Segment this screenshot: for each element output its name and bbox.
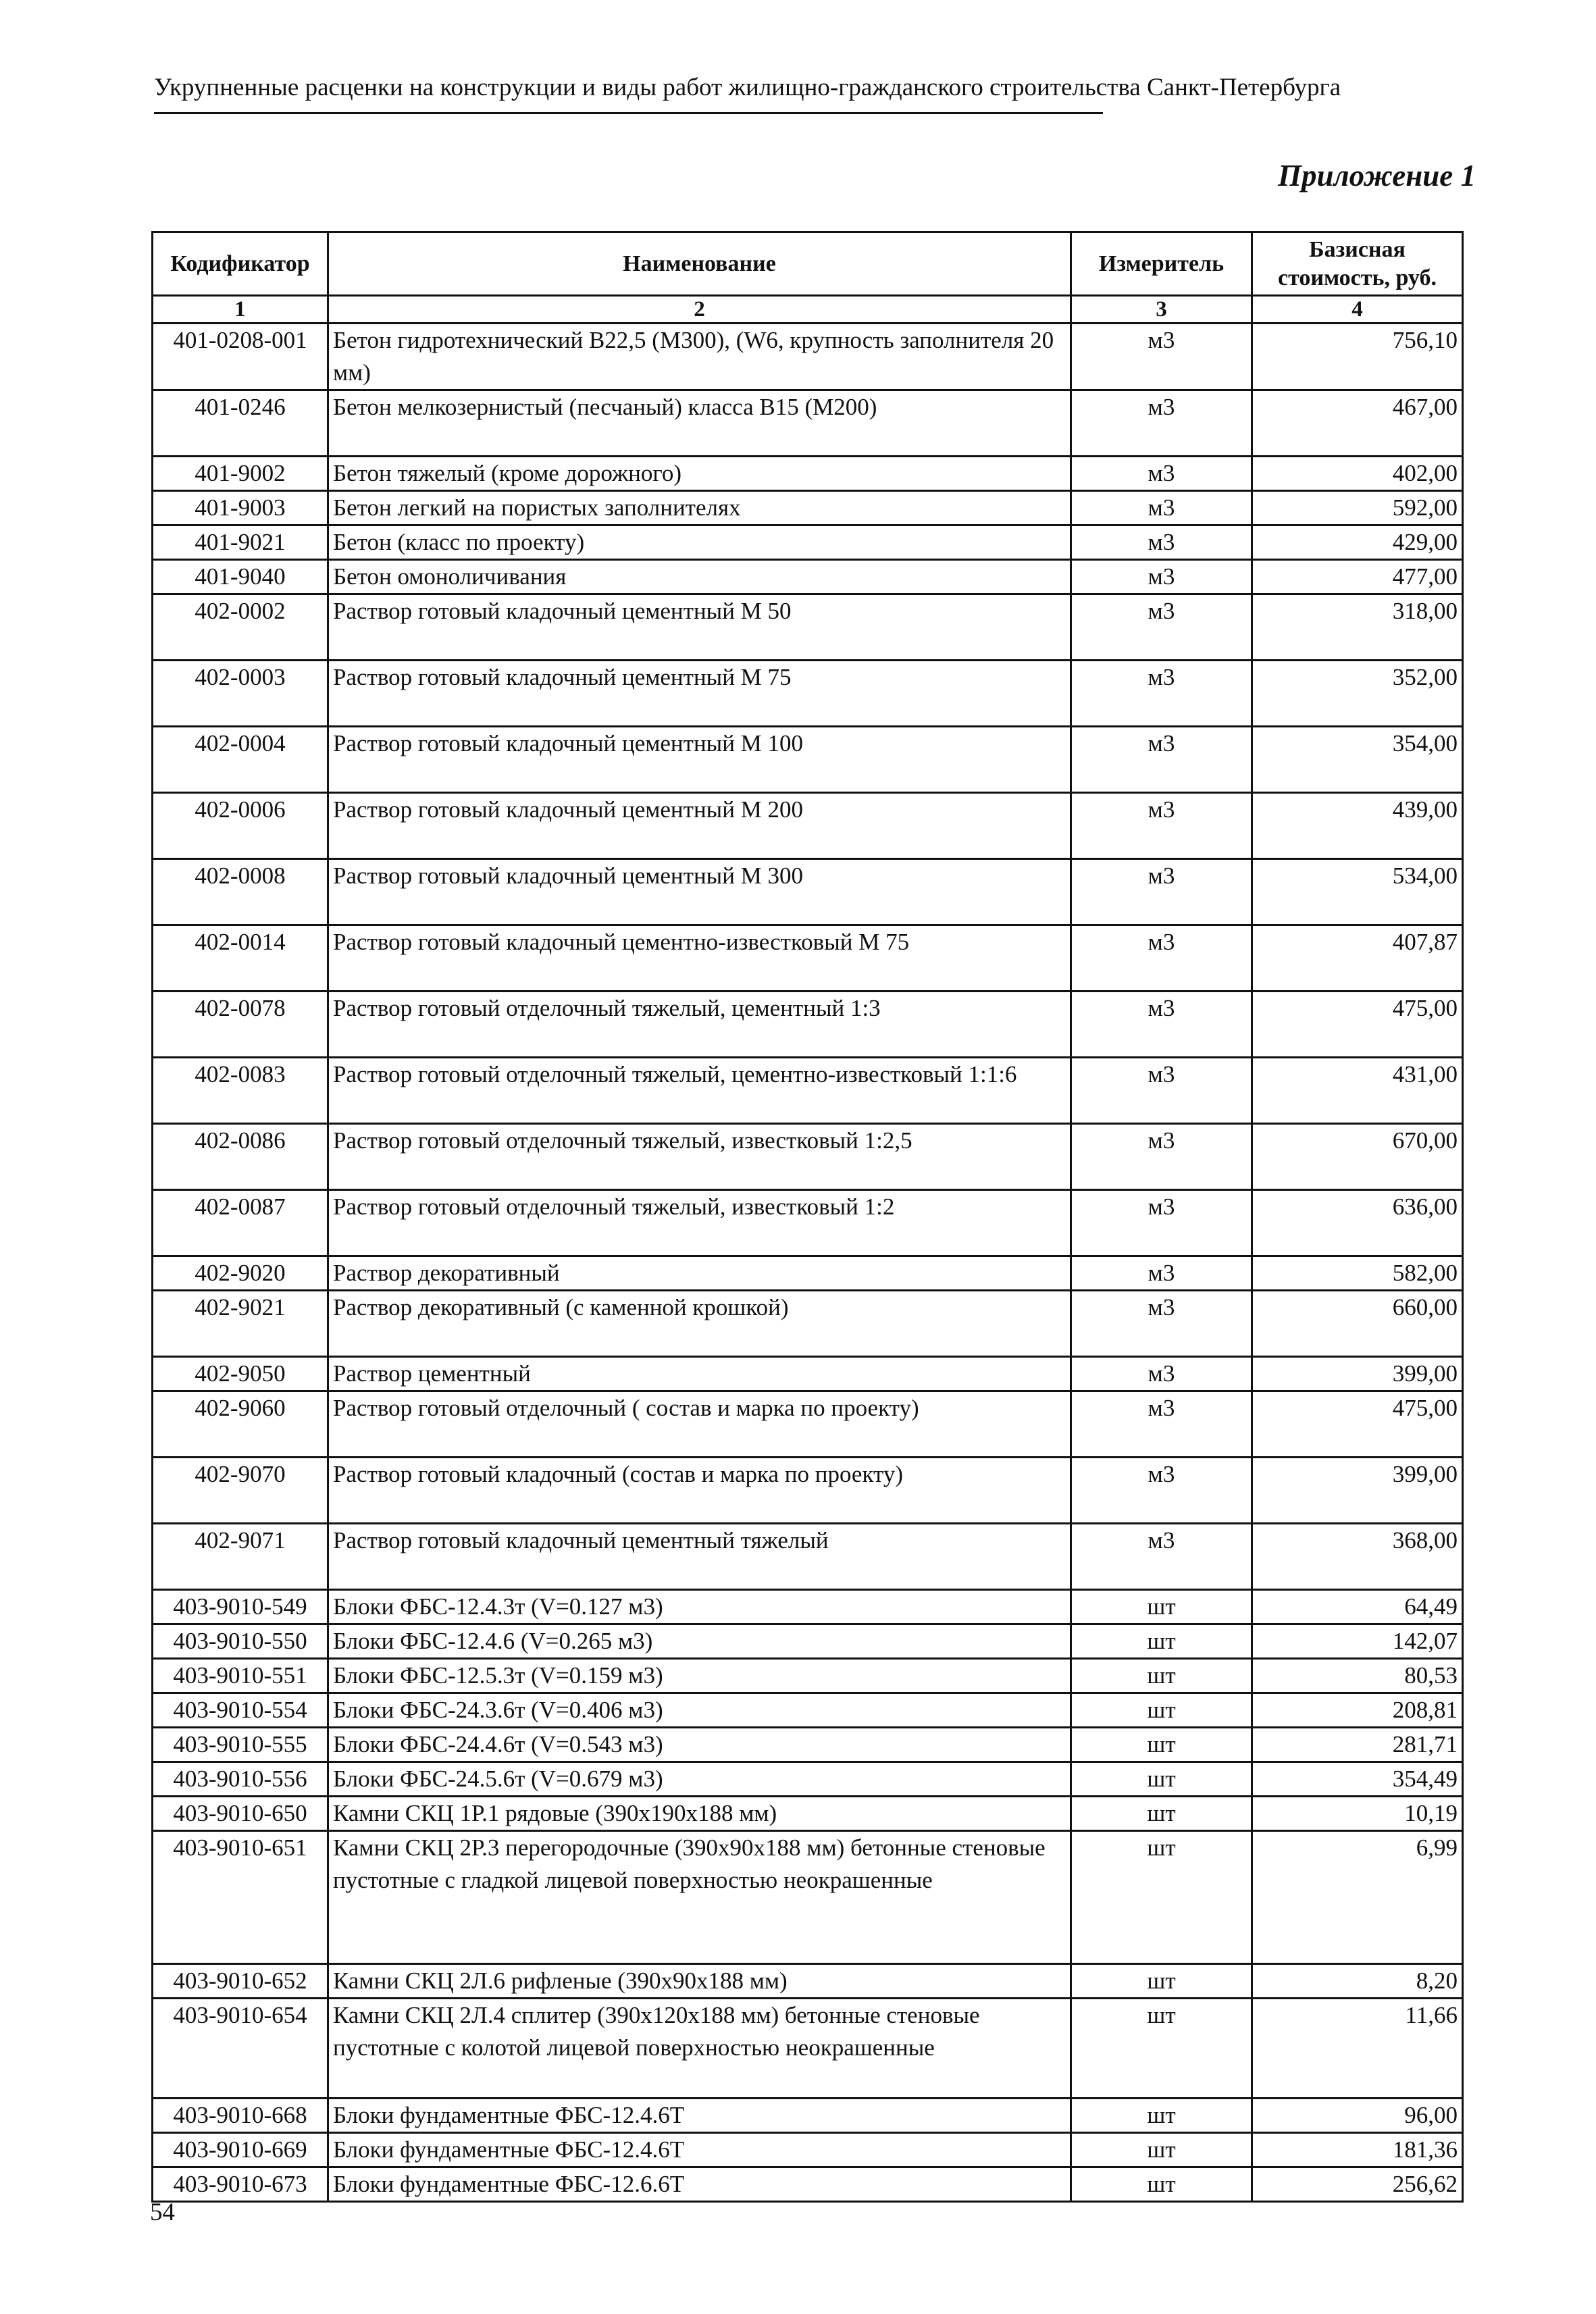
cell-code: 402-0006 [153,793,328,859]
cell-name: Раствор готовый отделочный ( состав и марка по проекту) [328,1391,1071,1458]
cell-name: Бетон легкий на пористых заполнителях [328,491,1071,525]
table-row [153,1624,1463,1659]
table-row [153,1058,1463,1124]
cell-name: Блоки фундаментные ФБС-12.4.6Т [328,2099,1071,2133]
cell-code: 403-9010-549 [153,1590,328,1624]
cell-cost: 6,99 [1252,1831,1463,1964]
cell-cost: 399,00 [1252,1458,1463,1524]
cell-cost: 281,71 [1252,1728,1463,1762]
cell-cost: 756,10 [1252,324,1463,390]
table-row [153,992,1463,1058]
cell-cost: 402,00 [1252,457,1463,491]
cell-name: Блоки ФБС-24.4.6т (V=0.543 м3) [328,1728,1071,1762]
cell-code: 401-0208-001 [153,324,328,390]
cell-cost: 10,19 [1252,1797,1463,1831]
cell-unit: м3 [1071,1291,1252,1357]
table-row [153,1728,1463,1762]
cell-unit: м3 [1071,491,1252,525]
table-row [153,1291,1463,1357]
table-row [153,2133,1463,2167]
table-row [153,2099,1463,2133]
table-row [153,525,1463,560]
running-header: Укрупненные расценки на конструкции и виды работ жилищно-гражданского строительства Санкт-Петербурга [154,74,1341,101]
table-row [153,457,1463,491]
cell-code: 401-0246 [153,390,328,457]
cell-code: 403-9010-556 [153,1762,328,1797]
cell-cost: 582,00 [1252,1256,1463,1291]
cell-code: 402-0086 [153,1124,328,1190]
cell-name: Раствор декоративный (с каменной крошкой) [328,1291,1071,1357]
table-row [153,661,1463,727]
cell-cost: 475,00 [1252,992,1463,1058]
cell-code: 402-9060 [153,1391,328,1458]
table-row [153,1590,1463,1624]
cell-cost: 429,00 [1252,525,1463,560]
cell-code: 402-9071 [153,1524,328,1590]
cell-unit: м3 [1071,324,1252,390]
cell-name: Бетон мелкозернистый (песчаный) класса В15 (М200) [328,390,1071,457]
cell-name: Раствор готовый кладочный цементный М 75 [328,661,1071,727]
cell-cost: 477,00 [1252,560,1463,594]
cell-code: 403-9010-673 [153,2167,328,2202]
cell-unit: м3 [1071,925,1252,992]
cell-unit: шт [1071,1590,1252,1624]
cell-code: 402-0078 [153,992,328,1058]
cell-name: Блоки ФБС-24.5.6т (V=0.679 м3) [328,1762,1071,1797]
cell-code: 402-0003 [153,661,328,727]
column-number: 2 [328,296,1071,324]
cell-code: 402-0008 [153,859,328,925]
cell-name: Блоки ФБС-12.5.3т (V=0.159 м3) [328,1659,1071,1693]
cell-name: Бетон (класс по проекту) [328,525,1071,560]
cell-cost: 64,49 [1252,1590,1463,1624]
cell-name: Раствор декоративный [328,1256,1071,1291]
table-row [153,560,1463,594]
cell-name: Камни СКЦ 2Л.4 сплитер (390х120х188 мм) бетонные стеновые пустотные с колотой лицевой поверхностью неокрашенные [328,1999,1071,2099]
cell-cost: 256,62 [1252,2167,1463,2202]
cell-code: 402-9050 [153,1357,328,1391]
table-row [153,1762,1463,1797]
cell-cost: 80,53 [1252,1659,1463,1693]
table-row [153,1659,1463,1693]
cell-cost: 11,66 [1252,1999,1463,2099]
cell-name: Раствор готовый отделочный тяжелый, цементно-известковый 1:1:6 [328,1058,1071,1124]
table-row [153,1964,1463,1999]
price-table [151,231,1464,2203]
column-header-unit: Измеритель [1071,232,1252,296]
cell-unit: шт [1071,2167,1252,2202]
cell-unit: шт [1071,1999,1252,2099]
cell-cost: 8,20 [1252,1964,1463,1999]
cell-unit: м3 [1071,560,1252,594]
cell-name: Блоки фундаментные ФБС-12.6.6Т [328,2167,1071,2202]
cell-code: 401-9002 [153,457,328,491]
cell-name: Камни СКЦ 2Р.3 перегородочные (390х90х188 мм) бетонные стеновые пустотные с гладкой лицевой поверхностью неокрашенные [328,1831,1071,1964]
table-row [153,859,1463,925]
cell-name: Раствор готовый кладочный цементный тяжелый [328,1524,1071,1590]
cell-unit: м3 [1071,727,1252,793]
cell-unit: м3 [1071,1357,1252,1391]
cell-cost: 660,00 [1252,1291,1463,1357]
cell-unit: м3 [1071,1391,1252,1458]
cell-code: 402-0087 [153,1190,328,1256]
table-row [153,1357,1463,1391]
cell-unit: шт [1071,1964,1252,1999]
cell-code: 403-9010-668 [153,2099,328,2133]
table-row [153,2167,1463,2202]
table-row [153,1524,1463,1590]
cell-name: Блоки ФБС-12.4.6 (V=0.265 м3) [328,1624,1071,1659]
table-row [153,594,1463,661]
cell-code: 403-9010-554 [153,1693,328,1728]
table-header-row [153,232,1463,296]
cell-unit: шт [1071,1831,1252,1964]
cell-code: 402-0083 [153,1058,328,1124]
cell-cost: 352,00 [1252,661,1463,727]
table-row [153,390,1463,457]
cell-code: 403-9010-651 [153,1831,328,1964]
cell-cost: 475,00 [1252,1391,1463,1458]
table-row [153,727,1463,793]
cell-unit: шт [1071,2133,1252,2167]
cell-cost: 431,00 [1252,1058,1463,1124]
cell-code: 402-9021 [153,1291,328,1357]
table-row [153,1999,1463,2099]
cell-code: 401-9040 [153,560,328,594]
cell-name: Камни СКЦ 1Р.1 рядовые (390х190х188 мм) [328,1797,1071,1831]
cell-name: Бетон гидротехнический В22,5 (М300), (W6, крупность заполнителя 20 мм) [328,324,1071,390]
cell-code: 403-9010-654 [153,1999,328,2099]
cell-unit: м3 [1071,661,1252,727]
cell-unit: шт [1071,1624,1252,1659]
cell-cost: 439,00 [1252,793,1463,859]
column-number: 1 [153,296,328,324]
cell-name: Раствор готовый кладочный цементный М 200 [328,793,1071,859]
table-row [153,324,1463,390]
cell-name: Раствор цементный [328,1357,1071,1391]
cell-name: Раствор готовый кладочный цементный М 100 [328,727,1071,793]
cell-unit: м3 [1071,793,1252,859]
column-header-code: Кодификатор [153,232,328,296]
cell-unit: шт [1071,1728,1252,1762]
cell-code: 401-9003 [153,491,328,525]
cell-unit: м3 [1071,525,1252,560]
cell-name: Раствор готовый отделочный тяжелый, известковый 1:2 [328,1190,1071,1256]
cell-unit: м3 [1071,594,1252,661]
cell-cost: 592,00 [1252,491,1463,525]
cell-cost: 354,49 [1252,1762,1463,1797]
table-row [153,793,1463,859]
cell-name: Раствор готовый кладочный цементно-известковый М 75 [328,925,1071,992]
cell-cost: 208,81 [1252,1693,1463,1728]
cell-unit: м3 [1071,1524,1252,1590]
cell-code: 403-9010-652 [153,1964,328,1999]
table-row [153,925,1463,992]
cell-cost: 467,00 [1252,390,1463,457]
cell-code: 402-0002 [153,594,328,661]
cell-cost: 636,00 [1252,1190,1463,1256]
cell-cost: 96,00 [1252,2099,1463,2133]
table-row [153,1831,1463,1964]
price-table-body [153,324,1463,2202]
column-header-name: Наименование [328,232,1071,296]
cell-cost: 142,07 [1252,1624,1463,1659]
cell-unit: м3 [1071,457,1252,491]
cell-code: 402-0014 [153,925,328,992]
table-row [153,1693,1463,1728]
cell-code: 402-0004 [153,727,328,793]
cell-unit: шт [1071,1762,1252,1797]
table-row [153,1124,1463,1190]
cell-name: Раствор готовый кладочный цементный М 300 [328,859,1071,925]
cell-cost: 399,00 [1252,1357,1463,1391]
cell-code: 402-9070 [153,1458,328,1524]
column-number: 4 [1252,296,1463,324]
cell-code: 403-9010-669 [153,2133,328,2167]
column-number: 3 [1071,296,1252,324]
cell-cost: 534,00 [1252,859,1463,925]
column-number-row [153,296,1463,324]
cell-unit: м3 [1071,1190,1252,1256]
cell-unit: м3 [1071,390,1252,457]
cell-code: 403-9010-550 [153,1624,328,1659]
cell-name: Раствор готовый отделочный тяжелый, цементный 1:3 [328,992,1071,1058]
cell-name: Раствор готовый кладочный цементный М 50 [328,594,1071,661]
cell-code: 403-9010-551 [153,1659,328,1693]
cell-cost: 407,87 [1252,925,1463,992]
table-row [153,1797,1463,1831]
cell-unit: м3 [1071,859,1252,925]
table-row [153,1190,1463,1256]
cell-name: Блоки ФБС-12.4.3т (V=0.127 м3) [328,1590,1071,1624]
table-row [153,491,1463,525]
cell-unit: м3 [1071,1458,1252,1524]
cell-unit: шт [1071,1693,1252,1728]
cell-name: Блоки фундаментные ФБС-12.4.6Т [328,2133,1071,2167]
page-number: 54 [150,2199,175,2226]
cell-cost: 368,00 [1252,1524,1463,1590]
cell-code: 403-9010-555 [153,1728,328,1762]
cell-code: 401-9021 [153,525,328,560]
cell-cost: 181,36 [1252,2133,1463,2167]
cell-unit: м3 [1071,1124,1252,1190]
table-row [153,1458,1463,1524]
cell-cost: 318,00 [1252,594,1463,661]
cell-cost: 670,00 [1252,1124,1463,1190]
cell-unit: м3 [1071,992,1252,1058]
table-row [153,1256,1463,1291]
cell-code: 403-9010-650 [153,1797,328,1831]
cell-cost: 354,00 [1252,727,1463,793]
column-header-cost: Базисная стоимость, руб. [1252,232,1463,296]
cell-name: Блоки ФБС-24.3.6т (V=0.406 м3) [328,1693,1071,1728]
cell-name: Раствор готовый кладочный (состав и марка по проекту) [328,1458,1071,1524]
cell-unit: м3 [1071,1058,1252,1124]
cell-name: Бетон омоноличивания [328,560,1071,594]
cell-code: 402-9020 [153,1256,328,1291]
cell-unit: м3 [1071,1256,1252,1291]
cell-name: Камни СКЦ 2Л.6 рифленые (390х90х188 мм) [328,1964,1071,1999]
header-rule [154,112,1103,114]
cell-name: Бетон тяжелый (кроме дорожного) [328,457,1071,491]
cell-unit: шт [1071,1659,1252,1693]
cell-name: Раствор готовый отделочный тяжелый, известковый 1:2,5 [328,1124,1071,1190]
cell-unit: шт [1071,2099,1252,2133]
appendix-title: Приложение 1 [1278,159,1476,192]
cell-unit: шт [1071,1797,1252,1831]
table-row [153,1391,1463,1458]
